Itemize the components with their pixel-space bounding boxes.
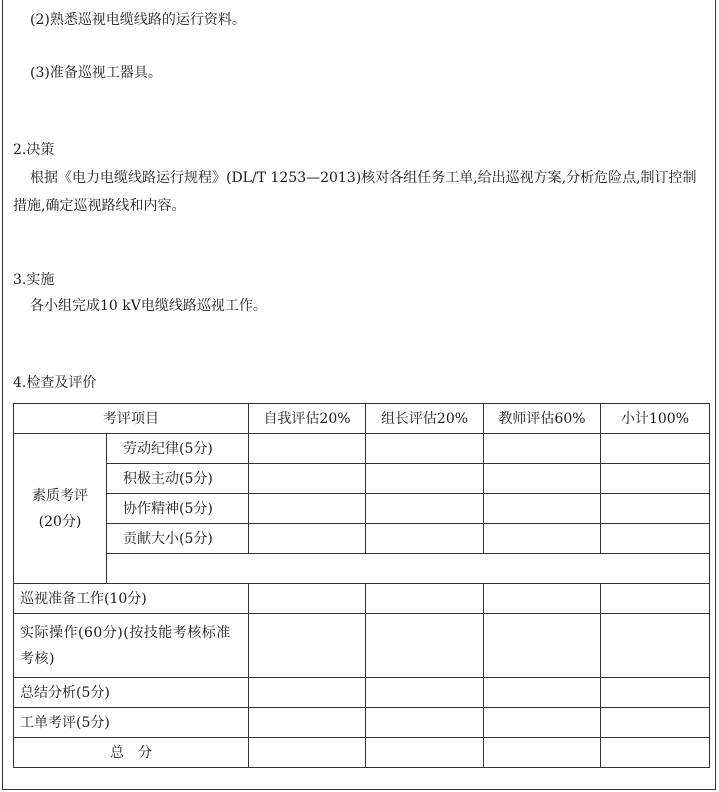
score-cell[interactable] bbox=[366, 494, 484, 524]
score-cell[interactable] bbox=[366, 708, 484, 738]
score-cell[interactable] bbox=[601, 494, 710, 524]
quality-item: 贡献大小(5分) bbox=[107, 524, 249, 554]
table-header-row bbox=[14, 404, 710, 434]
score-cell[interactable] bbox=[601, 524, 710, 554]
table-row bbox=[14, 494, 710, 524]
table-row bbox=[14, 614, 710, 678]
table-row bbox=[14, 678, 710, 708]
implementation-body: 各小组完成10 kV电缆线路巡视工作。 bbox=[30, 298, 267, 314]
score-cell[interactable] bbox=[484, 708, 601, 738]
quality-item: 劳动纪律(5分) bbox=[107, 434, 249, 464]
row-label: 工单考评(5分) bbox=[14, 708, 249, 738]
header-subtotal: 小计100% bbox=[601, 404, 710, 434]
score-cell[interactable] bbox=[484, 524, 601, 554]
score-cell[interactable] bbox=[484, 434, 601, 464]
score-cell[interactable] bbox=[484, 614, 601, 678]
quality-label: 素质考评 bbox=[32, 487, 88, 504]
score-cell[interactable] bbox=[249, 464, 366, 494]
total-label: 总 分 bbox=[14, 738, 249, 768]
evaluation-table bbox=[13, 403, 710, 768]
quality-points: (20分) bbox=[38, 513, 82, 530]
decision-body: 根据《电力电缆线路运行规程》(DL/T 1253—2013)核对各组任务工单,给出巡视方案,分析危险点,制订控制措施,确定巡视路线和内容。 bbox=[13, 170, 697, 214]
row-label: 巡视准备工作(10分) bbox=[14, 584, 249, 614]
row-label: 总结分析(5分) bbox=[14, 678, 249, 708]
score-cell[interactable] bbox=[249, 614, 366, 678]
header-teacher: 教师评估60% bbox=[484, 404, 601, 434]
score-cell[interactable] bbox=[366, 434, 484, 464]
score-cell[interactable] bbox=[249, 494, 366, 524]
score-cell[interactable] bbox=[249, 708, 366, 738]
table-row bbox=[14, 464, 710, 494]
prep-item-2: (2)熟悉巡视电缆线路的运行资料。 bbox=[30, 12, 246, 28]
table-row bbox=[14, 584, 710, 614]
score-cell[interactable] bbox=[601, 434, 710, 464]
score-cell[interactable] bbox=[601, 678, 710, 708]
score-cell[interactable] bbox=[601, 464, 710, 494]
score-cell[interactable] bbox=[366, 464, 484, 494]
score-cell[interactable] bbox=[249, 678, 366, 708]
score-cell[interactable] bbox=[366, 524, 484, 554]
score-cell[interactable] bbox=[484, 738, 601, 768]
header-self: 自我评估20% bbox=[249, 404, 366, 434]
score-cell[interactable] bbox=[601, 614, 710, 678]
score-cell[interactable] bbox=[366, 614, 484, 678]
row-label: 实际操作(60分)(按技能考核标准考核) bbox=[14, 614, 249, 678]
prep-item-3: (3)准备巡视工器具。 bbox=[30, 65, 162, 81]
score-cell[interactable] bbox=[249, 584, 366, 614]
score-cell[interactable] bbox=[366, 678, 484, 708]
table-row bbox=[14, 434, 710, 464]
quality-item: 协作精神(5分) bbox=[107, 494, 249, 524]
score-cell[interactable] bbox=[249, 434, 366, 464]
score-cell[interactable] bbox=[249, 524, 366, 554]
score-cell[interactable] bbox=[249, 738, 366, 768]
score-cell[interactable] bbox=[366, 584, 484, 614]
table-row-total bbox=[14, 738, 710, 768]
header-leader: 组长评估20% bbox=[366, 404, 484, 434]
header-item: 考评项目 bbox=[14, 404, 249, 434]
table-row bbox=[14, 554, 710, 584]
score-cell[interactable] bbox=[366, 738, 484, 768]
quality-item: 积极主动(5分) bbox=[107, 464, 249, 494]
score-cell[interactable] bbox=[484, 584, 601, 614]
score-cell[interactable] bbox=[601, 708, 710, 738]
score-cell[interactable] bbox=[601, 584, 710, 614]
decision-heading: 2.决策 bbox=[13, 142, 55, 158]
score-cell[interactable] bbox=[601, 738, 710, 768]
table-row bbox=[14, 708, 710, 738]
quality-category bbox=[14, 434, 107, 584]
implementation-heading: 3.实施 bbox=[13, 272, 55, 288]
quality-subtotal-cell[interactable] bbox=[107, 554, 710, 584]
table-row bbox=[14, 524, 710, 554]
evaluation-heading: 4.检查及评价 bbox=[13, 375, 97, 391]
score-cell[interactable] bbox=[484, 464, 601, 494]
score-cell[interactable] bbox=[484, 494, 601, 524]
score-cell[interactable] bbox=[484, 678, 601, 708]
